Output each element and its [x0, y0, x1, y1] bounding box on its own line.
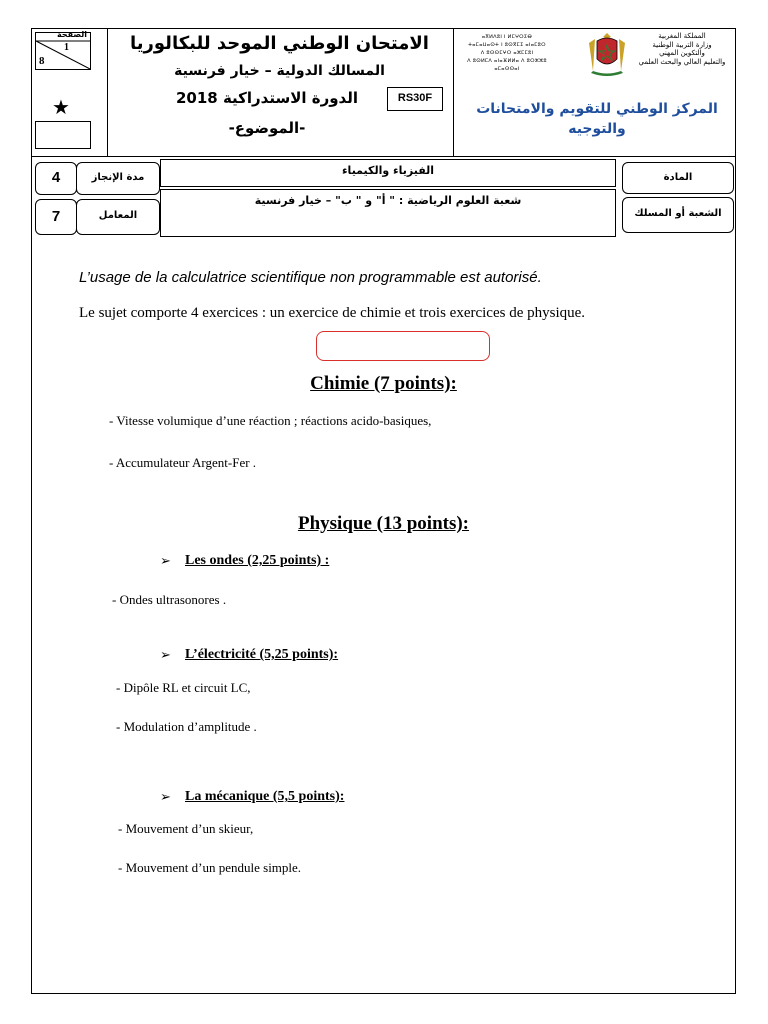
calculator-note: L’usage de la calculatrice scientifique non programmable est autorisé. [79, 269, 542, 286]
meca-title: La mécanique (5,5 points): [185, 789, 345, 804]
chimie-item-1: - Vitesse volumique d’une réaction ; réactions acido-basiques, [109, 413, 432, 428]
branch-value: شعبة العلوم الرياضية : " أ" و " ب" – خيار فرنسية [254, 194, 522, 207]
session-line: الدورة الاستدراكية 2018 [175, 89, 359, 107]
meca-item-2: - Mouvement d’un pendule simple. [118, 860, 302, 875]
exam-code: RS30F [397, 92, 433, 104]
coef-value: 7 [51, 208, 61, 225]
duration-value-cell [35, 162, 77, 195]
coef-label-cell [76, 199, 160, 235]
center-name [462, 99, 732, 139]
intro-line: Le sujet comporte 4 exercices : un exercice de chimie et trois exercices de physique. [79, 305, 586, 321]
ondes-title: Les ondes (2,25 points) : [185, 553, 330, 568]
center-line-2: والتوجيه [568, 121, 626, 137]
tifinagh-line-1: ⴰⴳⵍⴷⵓⵏ ⵏ ⵍⵎⵖⵔⵉⴱ [481, 34, 533, 40]
ministry-arabic [630, 32, 734, 66]
center-line-1: المركز الوطني للتقويم والامتحانات [476, 101, 718, 117]
ministry-line-1: المملكة المغربية [658, 32, 706, 40]
elec-bullet-icon: ➢ [160, 648, 171, 663]
morocco-emblem-icon [585, 31, 629, 79]
elec-item-1: - Dipôle RL et circuit LC, [116, 680, 251, 695]
duration-label-cell [76, 162, 160, 195]
coef-label: المعامل [98, 210, 138, 221]
duration-value: 4 [51, 169, 61, 186]
subject-value-cell [160, 159, 616, 187]
exam-title: الامتحان الوطني الموحد للبكالوريا [130, 33, 429, 54]
branch-label-cell [622, 197, 734, 233]
blank-box [35, 121, 91, 149]
ministry-line-2: وزارة التربية الوطنية [652, 40, 712, 49]
page-label: الصفحة [56, 30, 87, 39]
subject-value: الفيزياء والكيمياء [341, 164, 435, 177]
tifinagh-line-2: ⵜⴰⵎⴰⵡⴰⵙⵜ ⵏ ⵓⵙⴳⵎⵉ ⴰⵏⴰⵎⵓⵔ [468, 42, 546, 48]
header-divider-right [453, 29, 454, 156]
branch-value-cell [160, 189, 616, 237]
chimie-title: Chimie (7 points): [310, 373, 457, 394]
duration-label: مدة الإنجاز [91, 172, 145, 183]
ministry-line-4: والتعليم العالي والبحث العلمي [638, 57, 726, 66]
ondes-item-1: - Ondes ultrasonores . [112, 592, 227, 607]
tifinagh-line-4: ⴷ ⵓⵙⵍⵎⴷ ⴰⵏⴰⴼⵍⵍⴰ ⴷ ⵓⵔⵣⵣⵓ ⴰⵎⴰⵙⵙⴰⵏ [467, 58, 547, 72]
subject-label-cell [622, 162, 734, 194]
chimie-item-2: - Accumulateur Argent-Fer . [109, 455, 257, 470]
header-bottom-line [32, 156, 735, 157]
coef-value-cell [35, 199, 77, 235]
ondes-bullet-icon: ➢ [160, 554, 171, 569]
exam-code-box [387, 87, 443, 111]
elec-item-2: - Modulation d’amplitude . [116, 719, 257, 734]
star-icon: ★ [52, 95, 70, 119]
meca-bullet-icon: ➢ [160, 790, 171, 805]
elec-title: L’électricité (5,25 points): [185, 647, 339, 662]
ministry-tifinagh [457, 33, 557, 73]
subject-word: -الموضوع- [228, 119, 306, 137]
subject-label: المادة [663, 172, 693, 183]
page-number-box [35, 32, 91, 70]
header-divider-left [107, 29, 108, 156]
ministry-line-3: والتكوين المهني [659, 49, 705, 57]
red-rounded-box [316, 331, 490, 361]
exam-page [31, 28, 736, 994]
branch-label: الشعبة أو المسلك [634, 208, 722, 219]
page-total: 8 [39, 55, 45, 67]
physique-title: Physique (13 points): [297, 513, 470, 534]
tracks-line: المسالك الدولية – خيار فرنسية [174, 63, 385, 79]
meca-item-1: - Mouvement d’un skieur, [118, 821, 254, 836]
page-number: 1 [64, 42, 69, 53]
tifinagh-line-3: ⴷ ⵓⵙⵙⵎⵖⵔ ⴰⵣⵎⵎⵓⵏ [480, 50, 534, 56]
